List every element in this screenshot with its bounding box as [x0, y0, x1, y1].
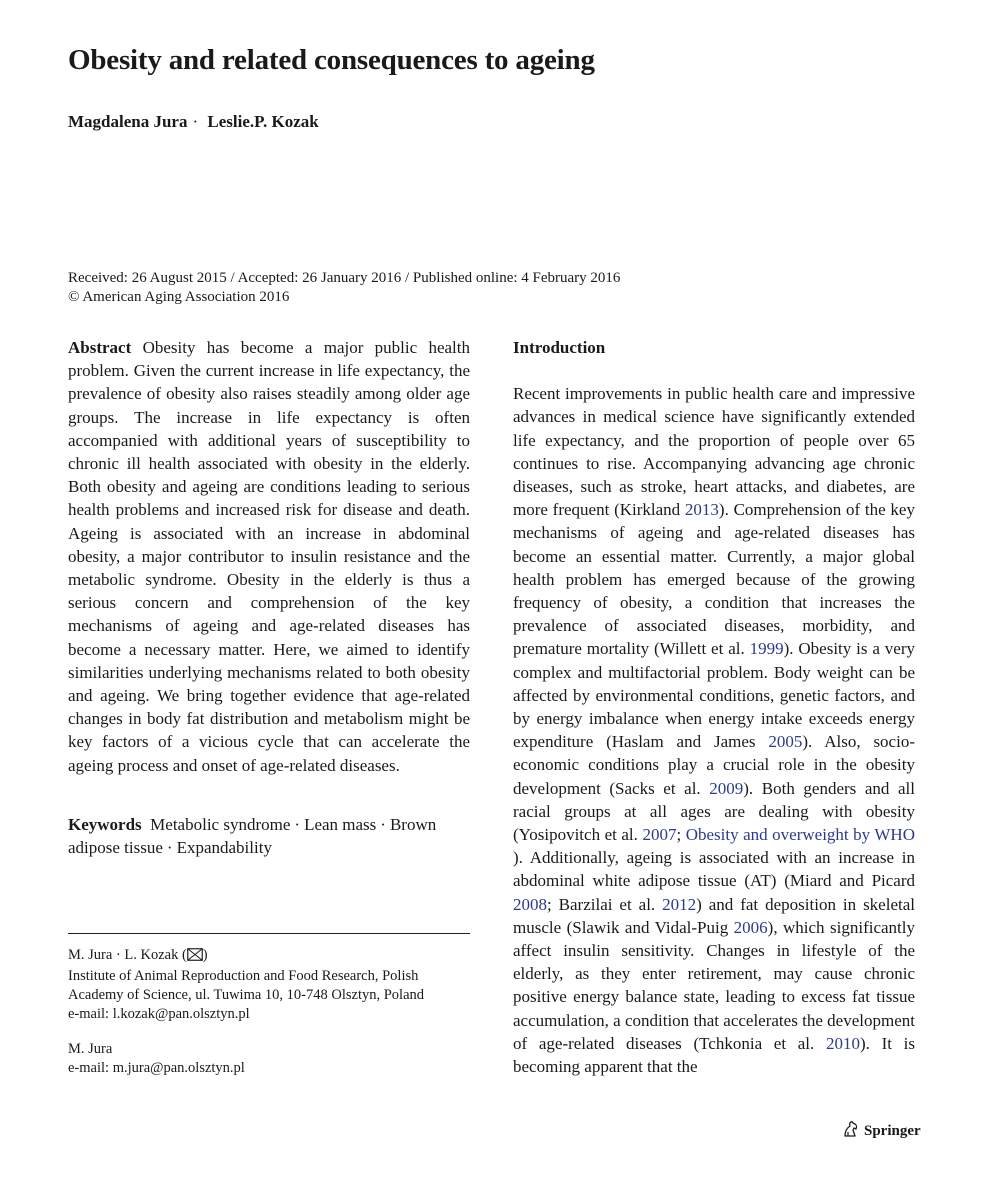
introduction-paragraph: Recent improvements in public health care and impressive advances in medical science have significantly extended life expectancy, and the proportion of people over 65 continues to rise. Accompanying advancing age chronic diseases, such as stroke, heart attacks, and diabetes, are more frequent (Kirkland 2013). Comprehension of the key mechanisms of ageing and age-related diseases has become an essential matter. Currently, a major global health problem has emerged because of the growing frequency of obesity, a condition that increases the prevalence of associated diseases, morbidity, and premature mortality (Willett et al. 1999). Obesity is a very complex and multifactorial problem. Body weight can be affected by environmental conditions, genetic factors, and by energy imbalance when energy intake exceeds energy expenditure (Haslam and James 2005). Also, socio-economic conditions play a crucial role in the obesity development (Sacks et al. 2009). Both genders and all racial groups at all ages are dealing with obesity (Yosipovitch et al. 2007; Obesity and overweight by WHO ). Additionally, ageing is associated with an increase in abdominal white adipose tissue (AT) (Miard and Picard 2008; Barzilai et al. 2012) and fat deposition in skeletal muscle (Slawik and Vidal-Puig 2006), which significantly affect insulin sensitivity. Changes in lifestyle of the elderly, as they enter retirement, may cause chronic positive energy balance state, leading to excess fat tissue accumulation, a condition that accelerates the development of age-related diseases (Tchkonia et al. 2010). It is becoming apparent that the	[513, 384, 916, 1077]
citation-link[interactable]: 2007	[642, 825, 677, 845]
date-line: Received: 26 August 2015 / Accepted: 26 January 2016 / Published online: 4 February 2016	[68, 270, 621, 286]
springer-horse-icon	[842, 1120, 860, 1143]
institute-line: Academy of Science, ul. Tuwima 10, 10-748 Olsztyn, Poland	[68, 987, 425, 1003]
citation-link[interactable]: 2010	[825, 1033, 860, 1053]
keyword[interactable]: Metabolic syndrome	[150, 814, 291, 834]
email-jura[interactable]: e-mail: m.jura@pan.olsztyn.pl	[68, 1060, 245, 1076]
section-heading: Introduction	[513, 338, 606, 357]
author-name[interactable]: Magdalena Jura	[68, 112, 188, 131]
abstract-text: Obesity has become a major public health problem. Given the current increase in life expectancy, the prevalence of obesity also raises steadily among older age groups. The increase in life expectancy is often accompanied with additional years of susceptibility to chronic ill health associated with obesity in the elderly. Both obesity and ageing are conditions leading to serious health problems and increased risk for disease and death. Ageing is associated with an increase in abdominal obesity, a major contributor to insulin resistance and the metabolic syndrome. Obesity in the elderly is thus a serious concern and comprehension of the key mechanisms of ageing and age-related diseases has become a necessary matter. Here, we aimed to identify similarities underlying mechanisms related to both obesity and ageing. We bring together evidence that age-related changes in body fat distribution and metabolism might be key factors of a vicious cycle that can accelerate the ageing process and onset of age-related diseases.	[68, 338, 471, 775]
citation-link[interactable]: 2012	[662, 894, 697, 914]
institute-line: Institute of Animal Reproduction and Food Research, Polish	[68, 968, 419, 984]
abstract	[68, 336, 470, 777]
citation-link[interactable]: 2009	[709, 778, 744, 798]
citation-link[interactable]: 2006	[733, 917, 768, 937]
keyword[interactable]: Brown adipose tissue	[68, 814, 437, 858]
publisher-logo	[842, 1120, 921, 1143]
abstract-label: Abstract	[68, 338, 132, 357]
affiliation-authors: M. Jura · L. Kozak ( )	[68, 946, 470, 967]
affiliation-block	[68, 946, 470, 1078]
page-title: Obesity and related consequences to ageing	[68, 44, 595, 76]
footnote-divider	[68, 933, 470, 934]
citation-link[interactable]: 2008	[513, 894, 547, 914]
copyright-line: © American Aging Association 2016	[68, 289, 290, 305]
keyword-separator: ·	[294, 814, 301, 834]
publication-dates	[68, 269, 620, 307]
keywords	[68, 813, 470, 859]
keyword-separator: ·	[166, 838, 173, 858]
citation-link[interactable]: 1999	[749, 639, 784, 659]
publisher-name: Springer	[864, 1123, 921, 1139]
right-column	[513, 336, 915, 1078]
keyword-separator: ·	[380, 814, 386, 834]
email-kozak[interactable]: e-mail: l.kozak@pan.olsztyn.pl	[68, 1006, 250, 1022]
author-name[interactable]: Leslie.P. Kozak	[207, 112, 319, 131]
citation-link[interactable]: 2005	[768, 732, 803, 752]
keywords-label: Keywords	[68, 814, 142, 834]
envelope-icon[interactable]	[187, 948, 203, 967]
author-separator: ·	[192, 112, 199, 131]
citation-link[interactable]: Obesity and overweight by WHO	[685, 825, 915, 845]
left-column	[68, 336, 470, 859]
keyword[interactable]: Lean mass	[304, 814, 377, 834]
author-list	[68, 112, 319, 132]
keyword[interactable]: Expandability	[176, 838, 272, 858]
affiliation-name: M. Jura	[68, 1041, 113, 1057]
citation-link[interactable]: 2013	[684, 500, 719, 520]
